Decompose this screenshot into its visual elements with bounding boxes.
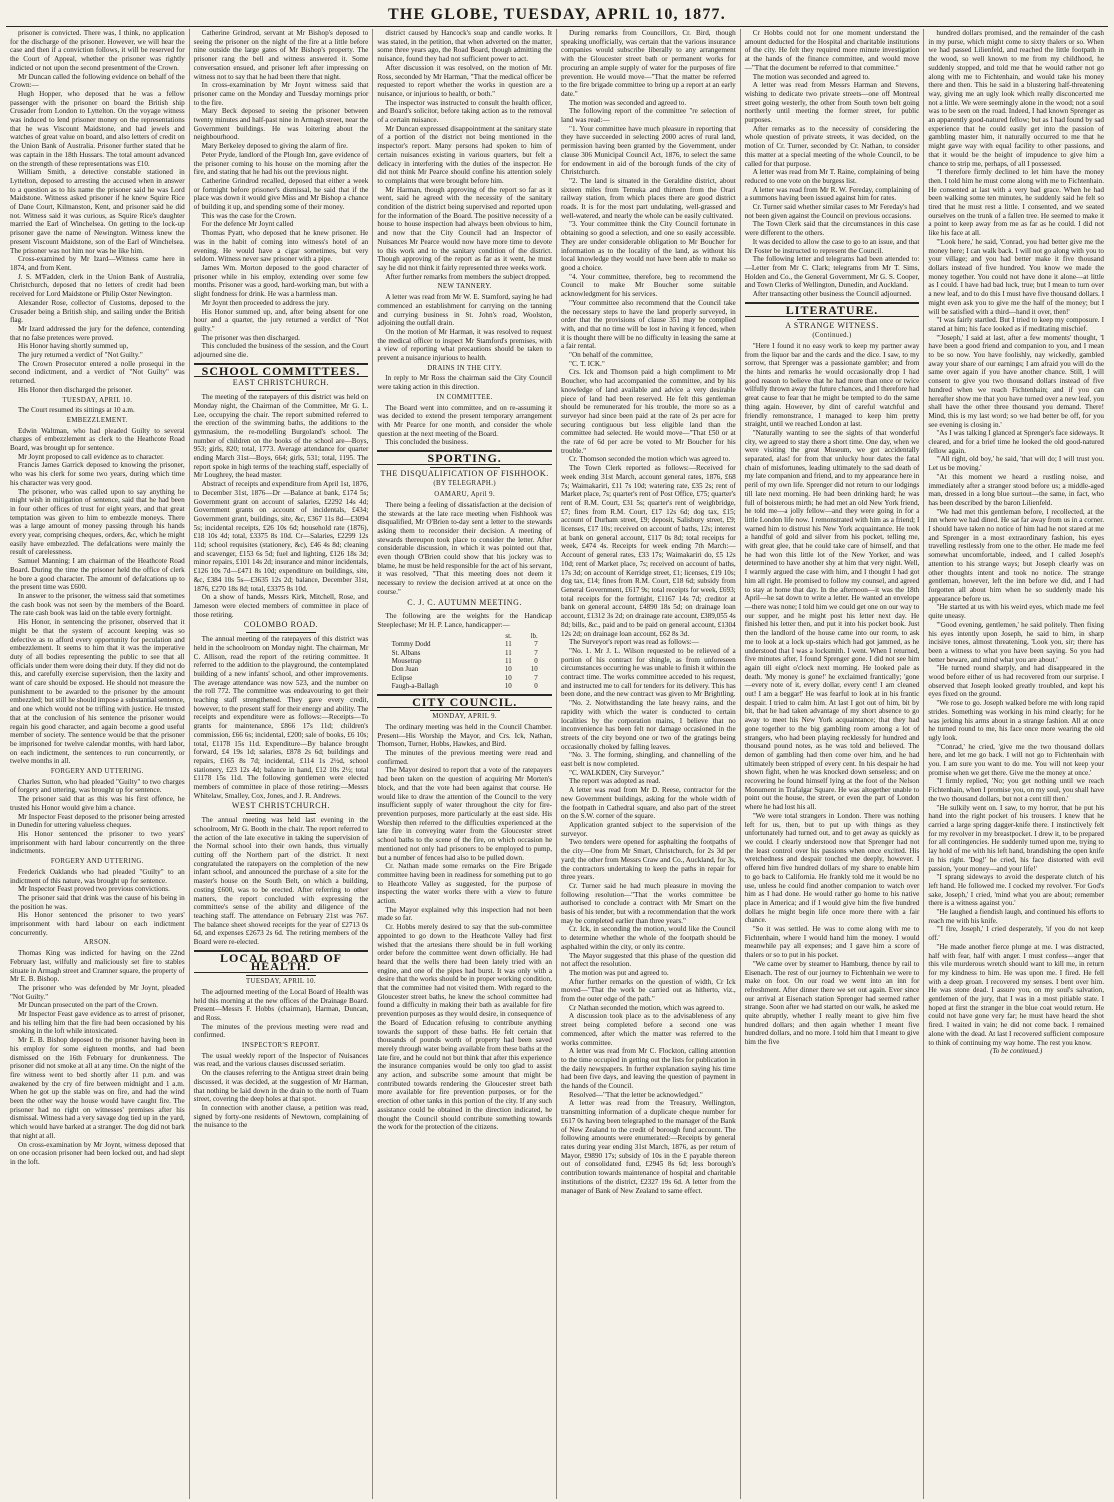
weight-pounds: 7 [534, 648, 538, 657]
continued-note: (To be continued.) [990, 1047, 1043, 1056]
weights-table [390, 632, 540, 691]
paragraph: Thomas King was indicted for having on the 22nd February last, wilfully and maliciously set fire to stables situate in Armagh street and Cramner square, the property of Mr E. B. Bishop. [10, 949, 185, 984]
paragraph: Cr. Turner said he had much pleasure in moving the following resolution—"That the works committee be authorised to conclude a contract with Mr Smart on the basis of his tender, but with a recommendation that the work may be completed earlier than three years." [561, 881, 736, 925]
divider-rule [246, 813, 316, 814]
section-subheading: DRAINS IN THE CITY. [427, 364, 503, 372]
paragraph: "Here I found it no easy work to keep my partner away from the liquor bar and the cards and the dice. I saw, to my sorrow, that Sprenger was a passionate gambler; and from the hints and remarks he would occasionally drop I had good reason to believe that he had more than once or twice wilfully thrown away the future chances, and I therefore had great cause to fear that he might be tempted to do the same thing again. However, by dint of careful watchful and friendly remonstrance, I managed to keep him pretty straight, until we reached London at last. [744, 341, 920, 429]
horse-name: St. Albans [391, 648, 421, 657]
paragraph: Cr. Nathan made some remarks on the Fire Brigade committee having been in readiness for something put to go to Heathcote Valley as suggested, for the purpose of inspecting the water works there with a view to future action. [377, 862, 553, 906]
paragraph: His Honor, in sentencing the prisoner, observed that it might be that the system of account keeping was so defective as to afford every opportunity for peculation and embezzlement. It seems to him that it was the imperative duty of all bodies representing the public to see that all officials under them were doing their duty. If they did not do this, and carefully exercise supervision, then the laxity and want of care should be exposed. He should not measure the punishment to be awarded to the prisoner by the amount embezzled; but still he should impose a substantial sentence, and one which would not be trifling with justice. He trusted that at the conclusion of his sentence the prisoner would regain his good character, and again become a good useful member of society. The sentence would be that the prisoner be imprisoned for twelve calendar months, with hard labor, on each indictment, the sentences to run concurrently, or twelve months in all. [10, 618, 185, 766]
paragraph: Catherine Grindrod recalled, deposed that either a week or fortnight before prisoner's dismissal, he said that if the place was down it would give Miss and Mr Bishop a chance of building it up, and spending some of their money. [193, 176, 369, 212]
paragraph: The adjourned meeting of the Local Board of Health was held this morning at the new offices of the Drainage Board. Present—Messrs F. Hobbs (chairman), Harman, Duncan, and Ross. [193, 987, 369, 1022]
paragraph: "He made another fierce plunge at me. I was distracted, half with fear, half with anger. I must confess—anger that this vile murderous wretch should want to kill me, in return for my kindness to him. He was upon me. I fired. He fell with a deep groan. I recovered my senses. I bent over him. He was stone dead. I assure you, on my soul's salvation, gentlemen of the jury, that I was in a most pitiable state. I hoped at first the stranger in the blue coat would return. He could not have gone very far; he must have heard the shot fired. I waited in vain; he did not come back. I remained alone with the dead. At last I recovered sufficient composure to think of continuing my way home. The rest you know. [928, 942, 1105, 1047]
paragraph: Mr Duncan expressed disappointment at the sanitary state of a portion of the district not being mentioned in the inspector's report. Many persons had spoken to him of certain nuisances existing in various quarters, but felt a delicacy in interfering with the duties of the inspector. He did not think Mr Pearce should confine his attention solely to complaints that were brought before him. [377, 124, 553, 185]
paragraph: "'Conrad,' he cried, 'give me the two thousand dollars here, and let me go back. I will not go to Fichtenhain with you. I am sure you want to do me. You will not keep your promise when we get there. Give me the money at once.' [928, 742, 1105, 777]
paragraph: The following are the weights for the Handicap Steeplechase; Mr H. P. Lance, handicapper:— [377, 612, 553, 629]
section-heading: CITY COUNCIL. [377, 694, 552, 709]
paragraph: "He sulkily went on. I saw, to my horror, that he put his hand into the right pocket of his trousers. I knew that he carried a large spring dagger-knife there. I instinctively felt for my revolver in my breastpocket. I drew it, to be prepared for all contingencies. He suddenly turned upon me, trying to lay hold of me with his left hand, brandishing the open knife in his right. 'Dog!' he cried, his face distorted with evil passion, 'your money—and your life!' [928, 803, 1105, 873]
paragraph: "No. 3. The forming, shingling, and channelling of the east belt is now completed. [561, 751, 736, 769]
paragraph: Mr Harman, though approving of the report so far as it went, said he agreed with the necessity of the sanitary condition of the district being supervised and reported upon for the information of the Board. The positive necessity of a house to house inspection had always been obvious to him, and now that the City Council had an Inspector of Nuisances Mr Pearce would now have more time to devote to this work and to the sanitary condition of the district. Though approving of the report as far as it went, he must say he did not think it fairly represented three weeks work. [377, 185, 553, 272]
paragraph: The following report of the committee "re selection of land was read:— [561, 107, 736, 125]
paragraph: "C. T. ICK." [569, 359, 605, 368]
paragraph: The motion was seconded and agreed to. [752, 72, 870, 81]
paragraph: Catherine Grindrod, servant at Mr Bishop's deposed to seeing the prisoner on the night of the fire at a little before nine outside the large gates of Mr Bishop's property. The prisoner rang the bell and witness answered it. Some conversation ensued, and prisoner left after impressing on witness not to say that he had been there that night. [193, 29, 369, 81]
paragraph: Edwin Waltman, who had pleaded Guilty to several charges of embezzlement as clerk to the Heathcote Road Board, was brought up for sentence. [10, 426, 185, 453]
paragraph: During remarks from Councillors, Cr. Bird, though speaking unofficially, was certain that the various insurance companies would subscribe liberally to any arrangement with the Gloucester street bath or permanent works for procuring an ample supply of water for the purposes of fire prevention. He would move—"That the matter be referred to the fire brigade committee to bring up a report at an early date." [561, 29, 736, 98]
paragraph: Mr Joynt then proceeded to address the jury. [201, 298, 330, 307]
horse-name: Eclipse [391, 673, 413, 682]
paragraph: Cross-examined by Mr Izard—Witness came here in 1874, and from Kent. [10, 255, 185, 272]
weight-pounds: 7 [534, 673, 538, 682]
paragraph: Application granted subject to the supervision of the surveyor. [561, 820, 736, 838]
paragraph: Samuel Manning; I am chairman of the Heathcote Road Board. During the time the prisoner held the office of clerk he bore a good character. The amount of defalcations up to the present time was £600. [10, 557, 185, 592]
paragraph: His Honor summed up, and, after being absent for one hour and a quarter, the jury returned a verdict of "Not guilty." [193, 307, 369, 333]
paragraph: Peter Pryde, landlord of the Plough Inn, gave evidence of the prisoner coming to his house on the morning after the fire, and stating that he had his out the previous night. [193, 150, 369, 177]
weights-header-cell: st. [505, 631, 512, 640]
weight-stones: 11 [505, 648, 512, 657]
paragraph: The prisoner said that drink was the cause of his being in the position he was. [10, 893, 185, 911]
paragraph: Mr Inspector Feast proved two previous convictions. [18, 885, 170, 894]
paragraph: Cr Hobbs could not for one moment understand the amount deducted for the Hospital and charitable institutions of the city. He felt they required more minute investigation at the hands of the finance committee, and would move—"That the document be referred to that committee." [744, 29, 920, 72]
column-3 [373, 29, 557, 1499]
paragraph: There being a feeling of dissatisfaction at the decision of the stewards at the late race meeting when Fishhook was disqualified, Mr O'Brien to-day sent a letter to the stewards asking them to reconsider their decision. A meeting of stewards thereupon took place to consider the letter. After considerable discussion, in which it was pointed out that, even though O'Brien could show that his jockey was to blame, he must be held responsible for the act of his servant, it was resolved, "That this meeting does not deem it necessary to review the decision arrived at at once on the course." [377, 500, 553, 596]
weight-pounds: 10 [530, 665, 538, 674]
paragraph: Mr Duncan called the following evidence on behalf of the Crown:— [10, 72, 185, 90]
paragraph: After further remarks on the question of width, Cr Ick moved—"That the work be carried out as hitherto, viz., from the outer edge of the path." [561, 977, 736, 1004]
weight-pounds: 7 [534, 640, 538, 649]
paragraph: "2. The land is situated in the Geraldine district, about sixteen miles from Temuka and thirteen from the Orari railway station, from which places there are good district roads. It is for the most part undulating, well-grassed and well-watered, and nearly the whole can be easily cultivated. [561, 176, 736, 220]
paragraph: prisoner is convicted. There was, I think, no application for the discharge of the prisoner. However, we will hear the case and then if a conviction follows, it will be reserved for the Court of Appeal, whether the prisoner was rightly indicted or not upon the second presentment of the Crown. [10, 29, 185, 72]
paragraph: Mary Berkeley deposed to giving the alarm of fire. [201, 142, 348, 151]
paragraph: "I sprang sideways to avoid the desperate clutch of his left hand. He followed me. I cocked my revolver. 'For God's sake, Joseph,' I cried, 'mind what you are about; remember there is a witness against you.' [928, 873, 1105, 908]
section-subheading: OAMARU, April 9. [434, 491, 496, 499]
paragraph: Alexander Rose, collector of Customs, deposed to the Crusader being a British ship, and sailing under the British flag. [10, 298, 185, 325]
column-2 [190, 29, 374, 1499]
paragraph: A letter was read from Mr W. E. Stamford, saying he had commenced an establishment for carrying on the tanning and currying business in St. John's road, Woolston, adjoining the outfall drain. [377, 293, 553, 328]
paragraph: After remarks as to the necessity of considering the whole question of private streets, it was decided, on the motion of Cr. Turner, seconded by Cr. Nathan, to consider this matter at a special meeting of the whole Council, to be called for that purpose. [744, 124, 920, 168]
paragraph: "Naturally wanting to see the sights of that wonderful city, we agreed to stay there a short time. One day, when we were visiting the great Museum, we got accidentally separated, alas! for from that unlucky hour dates the fatal chain of misfortunes, leading ultimately to the sad death of my late companion and friend, and to my appearance here in peril of my own life. Sprenger did not return to our lodgings till late next morning. He had been drinking hard; he was full of boisterous mirth; he had met an old New York friend, he told me—a jolly fellow—and they were going in for a little London life now. I remonstrated with him as a friend; I warned him to distrust his New York acquaintance. He took a handful of gold and silver from his pocket, telling me, with great glee, that he could take care of himself, and that he had won this little lot of the New Yorker, and was determined to have another shy at him that very night. Well, I warmly argued the case with him, and I thought I had got him all right. He promised to follow my counsel, and agreed to stay at home that day. In the afternoon—it was the 18th April—he sat down to write a letter. He wanted an envelope—there was none; I told him we could get one on our way to our supper, and he might post his letter next day. He finished his letter then, and put it into his pocket book. Just then the landlord of the house came into our room, to ask me to look at a lock up-stairs which had got jammed, as he understood that I was a locksmith. I went. When I returned, five minutes after, I found Sprenger gone. I did not see him again till eight o'clock next morning. He looked pale as death. 'My money is gone!' he exclaimed frantically; 'gone—every note of it, every dollar, every cent! I am cleaned out! I am a beggar!' He was fearful to look at in his frantic despair. I tried to calm him. At last I got out of him, bit by bit, that he had taken advantage of my short absence to go away to meet his New York acquaintance; that they had gone together to the big gambling room among a lot of strangers, who had been playing recklessly for hundred and thousand pound notes, as he was told and believed. The demon of gambling had then come over him, and he had ultimately been stripped of every cent. In his despair he had shown fight, when he was knocked down senseless; and on recovering he found himself lying at the foot of the Nelson Monument in Trafalgar Square. He was altogether unable to point out the house, the street, or even the part of London where he had lost his all. [744, 428, 920, 812]
paragraph: "So it was settled. He was to come along with me to Fichtenhain, where I would hand him the money. I would meanwhile pay all expenses; and I gave him a score of thalers or so to put in his pocket. [744, 925, 920, 960]
weight-pounds: 0 [534, 656, 538, 665]
divider-rule [246, 975, 316, 976]
weights-header-cell: lb. [530, 631, 538, 640]
paragraph: On the motion of Mr Harman, it was resolved to request the medical officer to inspect Mr Stamford's premises, with a view of reporting what precautions should be taken to prevent a nuisance injurious to health. [377, 327, 553, 363]
paragraph: His Honor having shortly summed up, [18, 342, 129, 351]
paragraph: The jury returned a verdict of "Not Guilty." [18, 351, 143, 360]
article-title: C. J. C. AUTUMN MEETING. [407, 597, 523, 607]
paragraph: The prisoner, who was called upon to say anything he might wish in mitigation of sentence, said that he had been in four other offices of trust for eight years, and that great temptation was given to him to embezzle moneys. There was a large amount of money passing through his hands every year, comprising cheques, orders, &c, which he might easily have embezzled. The defalcations were mainly the result of carelessness. [10, 487, 185, 557]
paragraph: A letter was read from Messrs Harman and Stevens, wishing to dedicate two private streets—one off Montreal street going westerly, the other from South town belt going northerly until meeting the former street, for public purposes. [744, 81, 920, 125]
paragraph: The Court resumed its sittings at 10 a.m. [18, 406, 135, 415]
paragraph: Hugh Hopper, who deposed that he was a fellow passenger with the prisoner on board the British ship Crusader from London to Lyttelton. On the voyage witness was induced to lend prisoner money on the representations that he was Viscount Maidstone, and had jewels and watches of great value on board, and also letters of credit on the Union Bank of Australia. Prisoner further stated that he was captain in the 18th Hussars. The total amount advanced on the strength of these representations was £10. [10, 89, 185, 168]
paragraph: "We had met this gentleman before, I recollected, at the inn where we had dined. He sat far away from us in a corner. I should have taken no notice of him had he not stared at me and Sprenger in a most extraordinary fashion, his eyes travelling restlessly from one to the other. He made me feel somewhat uncomfortable, indeed, and I called Joseph's attention to his strange ways; but Joseph clearly was on other thoughts intent and took no notice. The strange gentleman, however, left the inn before we did, and I had forgotten all about him when he so suddenly made his appearance before us. [928, 507, 1105, 603]
divider-rule [246, 390, 316, 391]
paragraph: In reply to Mr Ross the chairman said the City Council were taking action in this direction. [377, 374, 553, 392]
horse-name: Mousetrap [391, 656, 422, 665]
horse-name: Faugh-a-Ballagh [391, 682, 439, 691]
paragraph: The Board went into committee, and on re-assuming it was decided to extend the present temporary arrangement with Mr Pearce for one month, and consider the whole question at the next meeting of the Board. [377, 403, 553, 438]
weights-row [390, 682, 540, 690]
paragraph: Cr. Thomson seconded the motion which was agreed to. [569, 455, 731, 464]
paragraph: "At this moment we heard a rustling noise, and immediately after a stranger stood before us; a middle-aged man, dressed in a long blue surtout—the same, in fact, who has been described by the baron Lilienfeld. [928, 472, 1105, 507]
paragraph: "On behalf of the committee, [569, 351, 653, 360]
paragraph: The Surveyor's report was read as follows:— [569, 638, 699, 647]
paragraph: Two tenders were opened for asphalting the footpaths of the city—One from Mr Smart, Christchurch, for 2s 3d per yard; the other from Messrs Craw and Co., Auckland, for 3s, the contractors undertaking to keep the paths in repair for three years. [561, 838, 736, 882]
paragraph: "I therefore firmly declined to let him have the money then. I told him he must come along with me to Fichtenhain. He consented at last with a very bad grace. When he had been walking some ten minutes, he suddenly said he felt so tired that he must rest a little. I consented, and we seated ourselves on the trunk of a fallen tree. He seemed to make it a point to keep away from me as far as he could. I did not like his face at all. [928, 168, 1105, 238]
paragraph: Cr. Turner said whether similar cases to Mr Fereday's had not been given against the Council on previous occasions. [744, 203, 920, 220]
paragraph: A letter was read from Mr R. W. Fereday, complaining of a summons having been issued against him for rates. [744, 185, 920, 203]
paragraph: "1. Your committee have much pleasure in reporting that they have succeeded in selecting 2000 acres of rural land, permission having been granted by the Government, under clause 306 Municipal Council Act, 1876, to select the same for endowment in aid of the borough funds of the city of Christchurch. [561, 124, 736, 177]
weights-row [390, 640, 540, 648]
paragraph: The prisoner was then discharged. [201, 333, 300, 342]
paragraph: Frederick Oaklands who had pleaded "Guilty" to an indictment of this nature, was brought up for sentence. [10, 867, 185, 885]
section-subheading: TUESDAY, APRIL 10. [62, 396, 133, 404]
section-subheading: ARSON. [83, 939, 111, 947]
weight-stones: 11 [505, 656, 512, 665]
paragraph: In cross-examination by Mr Joynt witness said that prisoner came on the Monday and Tuesday mornings prior to the fire. [193, 81, 369, 107]
paragraph: "'Look here,' he said, 'Conrad, you had better give me the money here; I can walk back. I will not go along with you to your village; and you had better make it five thousand dollars instead of five hundred. You know we made the money together. You could not have done it alone—at little as I could. I have had bad luck, true; but I mean to turn over a new leaf, and to do this I must have five thousand dollars. I might even ask you to give me the half of the money; but I will be satisfied with a third—hand it over, then!' [928, 237, 1105, 316]
paragraph: In answer to the prisoner, the witness said that sometimes the cash book was not seen by the members of the Board. The rate cash book was laid on the table every fortnight. [10, 592, 185, 618]
paragraph: The Mayor explained why this inspection had not been made so far. [377, 905, 553, 923]
paragraph: "I firmly replied, 'No; you get nothing until we reach Fichtenhain, when I promise you, on my soul, you shall have the two thousand dollars, but not a cent till then.' [928, 777, 1105, 803]
paragraph: "We rose to go. Joseph walked before me with long rapid strides. Something was working in his mind clearly; for he was jerking his arms about in a strange fashion. All at once he turned round to me, his face once more wearing the old ugly look. [928, 699, 1105, 742]
paragraph: The prisoner who was defended by Mr Joynt, pleaded "Not Guilty." [10, 983, 185, 1001]
weight-stones: 10 [504, 673, 512, 682]
paragraph: "As I was talking I glanced at Sprenger's face sideways. It cleared, and for a brief time he looked the old good-natured fellow again. [928, 429, 1105, 455]
weights-header-blank [390, 632, 488, 640]
section-heading: SCHOOL COMMITTEES. [194, 363, 369, 378]
paragraph: The Town Clerk said that the circumstances in this case were different to the others. [744, 220, 920, 238]
paragraph: Mr Izard addressed the jury for the defence, contending that no false pretences were proved. [10, 324, 185, 342]
paragraph: The meeting of the ratepayers of this district was held on Monday night, the Chairman of the Committee, Mr G. L. Lee, occupying the chair. The report submitted referred to the erection of the swimming baths, the additions to the gymnasium, the re-modelling Burgoland's school. The number of children on the books of the school are—Boys, 953; girls, 820; total, 1773. Average attendance for quarter ending March 31st—Boys, 664; girls, 531; total, 1195. The report spoke in high terms of the teaching staff, especially of Mr Loughrey, the head master. [193, 393, 369, 480]
paragraph: A letter was read from Mr T. Raine, complaining of being reduced to one vote on the burgess list. [744, 168, 920, 185]
paragraph: For the defence Mr Joynt called [201, 220, 294, 229]
column-4 [557, 29, 741, 1499]
paragraph: His Honor then discharged the prisoner. [18, 385, 133, 394]
weights-row [390, 674, 540, 682]
section-subheading: (BY TELEGRAPH.) [433, 480, 496, 488]
paragraph: This was the case for the Crown. [201, 211, 297, 220]
section-subheading: MONDAY, APRIL 9. [432, 713, 498, 721]
paragraph: The annual meeting of the ratepayers of this district was held in the schoolroom on Monday night. The chairman, Mr C. Allison, read the report of the retiring committee. It referred to the addition to the playground, the contemplated building of a new infants' school, and other improvements. The average attendance was now 523, and the number on the roll 772. The committee was endeavouring to get their teaching staff strengthened. They gave every credit, however, to the present staff for their energy and ability. The receipts and expenditure were as follows:—Receipts—To grants for maintenance, £866 17s 11d; children's commission, £66 6s; incidental, £200; sale of books, £6 10s; total, £1178 15s 11d. Expenditure—By balance brought forward, £4 19s 1d; salaries, £878 2s 6d; buildings and repairs, £165 8s 7d; incidental, £114 1s 2½d, school stationery, £23 12s 4d; balance in hand, £12 10s 2½; total £1178 15s 11d. The following gentlemen were elected members of committee in place of those retiring:—Messrs Whitelaw, Smalley, Cox, Jones, and J. R. Andrews. [193, 635, 369, 800]
paragraph: Charles Sutton, who had pleaded "Guilty" to two charges of forgery and uttering, was brought up for sentence. [10, 777, 185, 795]
weight-stones: 10 [504, 682, 512, 691]
paragraph: A letter was read from Mr D. Reese, contractor for the new Government buildings, asking for the whole width of the footpath in Cathedral square, and also part of the street on the S.W. corner of the square. [561, 786, 736, 821]
divider-rule [430, 710, 500, 711]
paragraph: "'Good evening, gentlemen,' he said politely. Then fixing his eyes intently upon Joseph, he said to him, in sharp incisive tones, almost threatening, 'Look you, sir; there has been a witness to what you have been saying. So you had better beware, and mind what you are about.' [928, 620, 1105, 664]
column-1 [6, 29, 190, 1499]
article-title: EAST CHRISTCHURCH. [232, 378, 330, 388]
paragraph: "No. 1. Mr J. L. Wilson requested to be relieved of a portion of his contract for shingle, as from unforeseen circumstances occurring he was unable to finish it within the contract time. The works committee acceded to his request, and instructed me to call for tenders for its delivery. This has been done, and the new contract was given to Mr Brightling. [561, 646, 736, 699]
paragraph: "We were total strangers in London. There was nothing left for us, then, but to put up with things as they unfortunately had turned out, and to get away as quickly as we could. I clearly understood now that Sprenger had not the least control over his passions when once excited. His wretchedness and despair touched me deeply, however. I offered him five hundred dollars of my share to enable him to go back to California. He frankly told me it would be no use, unless he could find another companion to watch over him as I had done. He would rather go home to his native place in America; and if I would give him the five hundred dollars he might begin life once more there with a fair chance. [744, 811, 920, 925]
paragraph: His Honor sentenced the prisoner to two years' imprisonment with hard labour concurrently on the three indictments. [10, 829, 185, 856]
paragraph: J. S. M'Fadden, clerk in the Union Bank of Australia, Christchurch, deposed that no letters of credit had been received for Lord Maidstone or Philip Oster Newington. [10, 272, 185, 299]
paragraph: "He turned round sharply, and had disappeared in the wood before either of us had recovered from our surprise. I observed that Joseph looked greatly troubled, and kept his eyes fixed on the ground. [928, 664, 1105, 699]
paragraph: "4. Your committee, therefore, beg to recommend the Council to make Mr Boucher some suitable acknowledgment for his services. [561, 272, 736, 299]
paragraph: After discussion it was resolved, on the motion of Mr. Ross, seconded by Mr Harman, "That the medical officer be requested to report whether the works in question are a nuisance, or injurious to health, or both." [377, 63, 553, 98]
paragraph: A discussion took place as to the advisableness of any street being completed before a second one was commenced, after which the matter was referred to the works committee. [561, 1012, 736, 1047]
section-subheading: EMBEZZLEMENT. [66, 416, 128, 424]
paragraph: A letter was read from Mr C. Flockton, calling attention to the time occupied in getting out the lists for publication in the daily newspapers. In further explanation saying his time had been five days, and leaving the question of payment in the hands of the Council. [561, 1047, 736, 1091]
masthead: THE GLOBE, TUESDAY, APRIL 10, 1877. [6, 4, 1108, 27]
columns [6, 29, 1108, 1499]
weights-row [390, 649, 540, 657]
paragraph: His Honor sentenced the prisoner to two years' imprisonment with hard labour on each indictment concurrently. [10, 911, 185, 937]
paragraph: Cr Nathan seconded the motion, which was agreed to. [569, 1003, 725, 1012]
divider-rule [797, 319, 867, 320]
section-subheading: (Continued.) [812, 332, 852, 340]
paragraph: The motion was seconded and agreed to. [569, 98, 687, 107]
paragraph: The Mayor suggested that this phase of the question did not affect the resolution. [561, 951, 736, 969]
paragraph: The usual weekly report of the Inspector of Nuisances was read, and the various clauses discussed seriatim. [193, 1051, 369, 1069]
section-heading: SPORTING. [377, 450, 552, 465]
section-subheading: TUESDAY, APRIL 10. [245, 978, 317, 986]
paragraph: Thomas Pyatt, who deposed that he knew prisoner. He was in the habit of coming into witness's hotel of an evening. He would have a cigar sometimes, but very seldom. Witness never saw prisoner with a pipe. [193, 229, 369, 264]
article-title: THE DISQUALIFICATION OF FISHHOOK. [380, 468, 549, 478]
paragraph: On cross-examination by Mr Joynt, witness deposed that on one occasion prisoner had been locked out, and had slept in the loft. [10, 1140, 185, 1166]
paragraph: Mr Inspector Feast gave evidence as to arrest of prisoner, and his telling him that the fire had been occasioned by his smoking in the loft while intoxicated. [10, 1010, 185, 1036]
paragraph: "I was fairly startled. But I tried to keep my composure. I stared at him; his face looked as if meditating mischief. [928, 316, 1105, 333]
paragraph: The following letter and telegrams had been attended to:—Letter from Mr C. Clark; telegrams from Mr T. Sims, Holden and Co., the General Government, Mr G. S. Cooper, and Town Clerks of Wellington, Dunedin, and Auckland. [744, 255, 920, 290]
paragraph: After further remarks from members the subject dropped. [385, 272, 551, 281]
paragraph: It was decided to allow the case to go to an issue, and that Dr Foster be instructed to represent the Council. [744, 237, 920, 255]
divider-rule [430, 609, 500, 610]
section-subheading: INSPECTOR'S REPORT. [241, 1042, 321, 1050]
paragraph: Mr Duncan prosecuted on the part of the Crown. [18, 1001, 158, 1010]
paragraph: The annual meeting was held last evening in the schoolroom, Mr G. Booth in the chair. The report referred to the action of the late executive in taking the supervision of the Normal school into their own hands, thus virtually cutting off the Northern part of the district. It next congratulated the ratepayers on the completion of the new infant school, and announced the purchase of a site for the master's house on the South Belt, on which a building, costing £600, was to be erected. After referring to other matters, the report concluded with expressing the committee's sense of the ability and diligence of the teaching staff. The attendance on February 21st was 767. The balance sheet showed receipts for the year of £2713 0s 6d, and expenses £2673 2s 6d. The retiring members of the Board were re-elected. [193, 816, 369, 947]
paragraph: William Smith, a detective constable stationed in Lyttelton, deposed to arresting the accused when in answer to a question as to his name the prisoner said he was Lord Maidstone. Witness asked prisoner if he knew Squire Rice of Dane Court, Kilmanston, Kent, and prisoner said he did not. Witness said it was curious, as Squire Rice's daughter married the Earl of Winchelsea. On getting to the lock-up prisoner gave the name of Newington. Witness knew the present Viscount Maidstone, son of the Earl of Winchelsea. The prisoner was not him nor was he like him. [10, 168, 185, 255]
paragraph: "Your committee also recommend that the Council take the necessary steps to have the land properly surveyed, in order that the provisions of clause 351 may be complied with, and that no time will be lost in having it fenced, when it is thought there will be no difficulty in leasing the same at a fair rental. [561, 298, 736, 351]
paragraph: On the clauses referring to the Antigua street drain being discussed, it was decided, at the suggestion of Mr Harman, that nothing be laid down in the drain to the north of Tuam street, covering the deep holes at that spot. [193, 1069, 369, 1104]
section-heading: LOCAL BOARD OF HEALTH. [194, 950, 369, 973]
paragraph: Cr. Hobbs merely desired to say that the sub-committee appointed to go down to the Heathcote Valley had first wished that the artesians there should be in full working order before the committee went down officially. He had heard that the wells there had been lately tried with an engine, and one of the pipes had burst. It was only with a desire that the works should be in proper working condition, that the committee had not visited them. With regard to the Gloucester street baths, he knew the school committee had found a difficulty in making their bath as available for fire prevention purposes as they would desire, in consequence of the Board of Education refusing to contribute anything towards the support of these baths. He felt certain that thousands of pounds worth of property had been saved merely through water being available from these baths at the late fire, and he could not but think that after this experience the insurance companies would be only too glad to assist any action, and subscribe some amount that might be contributed towards rendering the Gloucester street bath more available for fire prevention purposes, or for the erection of other tanks in this portion of the city. If any such assistance could be obtained in the direction indicated, he thought the Council should contribute something towards the work for the protection of the citizens. [377, 923, 553, 1132]
section-subheading: FORGERY AND UTTERING. [50, 858, 144, 866]
paragraph: Resolved—"That the letter be acknowledged." [569, 1090, 703, 1099]
paragraph: "C. WALKDEN, City Surveyor." [569, 768, 665, 777]
column-6 [924, 29, 1108, 1499]
paragraph: Abstract of receipts and expenditure from April 1st, 1876, to December 31st, 1876—Dr —Balance at bank, £174 5s; Government grant on account of salaries, £2292 14s 4d; Government grants on account of incidentals, £434; Government grant, buildings, site, &c, £367 11s 8d—£3094 5s; incidental receipts, £26 10s 6d; household rate (1876), £18 10s 4d; total, £3375 8s 10d. Cr—Salaries, £2299 12s 11d; school requisites (stationery, &c), £46 4s 8d; cleaning and scavenger, £153 6s 5d; fuel and lighting, £126 18s 3d; minor repairs, £101 14s 2d; insurance and minor incidentals, £126 10s 7d—£471 8s 10d; expenditure on buildings, site, &c, £384 10s 5s—£3635 12s 2d; balance, December 31st, 1876, £270 18s 8d; total, £3375 8s 10d. [193, 480, 369, 593]
paragraph: Cr. Ick, in seconding the motion, would like the Council to determine whether the whole of the footpath should be asphalted within the city, or only its centre. [561, 925, 736, 951]
section-subheading: NEW TANNERY. [437, 283, 492, 291]
paragraph: "3. Your committee think the City Council fortunate in obtaining so good a selection, and one so easily accessible. They are under considerable obligation to Mr Boucher for information as to the locality of the land, as without his local knowledge they would not have been able to make so good a choice. [561, 220, 736, 272]
section-subheading: IN COMMITTEE. [436, 393, 493, 401]
paragraph: Mr Joynt proposed to call evidence as to character. [18, 452, 164, 461]
weights-row [390, 657, 540, 665]
article-title: COLOMBO ROAD. [243, 620, 319, 630]
paragraph: hundred dollars promised, and the remainder of the cash in my purse, which might come to sixty thalers or so. When we had passed Lilienfeld, and reached the little footpath in the wood, so well known to me from my childhood, he suddenly stopped, and told me that he would rather not go along with me to Fichtenhain, and would take his money there and then. This he said in a blustering half-threatening way, giving me an ugly look which really disconcerted me not a little. We were seemingly alone in the wood; not a soul was to be seen on the road. Indeed, I had known Sprenger as an apparently good-natured fellow; but as I had found by sad experience that he could easily get into the passion of gambling master him, it naturally occurred to me that he might gave way with equal facility to other passions, and that it would be the height of impudence to give him a chance to strip me, perhaps, of all I possessed. [928, 29, 1105, 168]
paragraph: Mr Inspector Feast deposed to the prisoner being arrested in Dunedin for uttering valueless cheques. [10, 812, 185, 830]
paragraph: The inspector was instructed to consult the health officer, and Board's solicitor, before taking action as to the removal of a certain nuisance. [377, 98, 553, 125]
paragraph: The minutes of the previous meeting were read and confirmed. [193, 1022, 369, 1040]
weight-pounds: 0 [534, 682, 538, 691]
paragraph: "We came over by steamer to Hamburg, thence by rail to Eisenach. The rest of our journey to Fichtenhain we were to make on foot. On our road we went into an inn for refreshment. After dinner there we set out again. Ever since our arrival at Eisenach station Sprenger had seemed rather strange. Soon after we had started on our walk, he asked me quite abruptly, whether I really meant to give him five hundred dollars; and then again whether I meant five hundred dollars, and no more. I told him that I meant to give him the five [744, 959, 920, 1047]
paragraph: A letter was read from the Treasury, Wellington, transmitting information of a duplicate cheque number for £617 0s having been telegraphed to the manager of the Bank of New Zealand to the credit of borough fund account. The following amounts were enumerated:—Receipts by general rates during year ending 31st March, 1876, as per return of Mayor, £9890 17s; subsidy of 10s in the £ payable thereon out of consolidated fund, £2945 8s 6d; less borough's contribution towards maintenance of hospital and charitable institutions of the district, £2327 19s 6d. A letter from the manager of Bank of New Zealand to same effect. [561, 1099, 736, 1195]
article-title: WEST CHRISTCHURCH. [231, 801, 331, 811]
section-subheading: FORGERY AND UTTERING. [50, 768, 144, 776]
weight-stones: 10 [504, 665, 512, 674]
paragraph: The Crown Prosecutor entered a nolle prosequi in the second indictment, and a verdict of "Not Guilty" was returned. [10, 359, 185, 386]
paragraph: The report was adopted as read. [569, 777, 661, 786]
paragraph: "He started at us with his weird eyes, which made me feel quite uneasy. [928, 603, 1105, 621]
divider-rule [430, 467, 500, 468]
paragraph: In connection with another clause, a petition was read, signed by forty-one residents of Newtown, complaining of the nuisance to the [193, 1103, 369, 1130]
paragraph: "He laughed a fiendish laugh, and continued his efforts to reach me with his knife. [928, 908, 1105, 925]
paragraph: "'I fire, Joseph,' I cried desperately, 'if you do not keep off.' [928, 925, 1105, 943]
paragraph: The prisoner said that as this was his first offence, he trusted his Honor would give him a chance. [10, 795, 185, 812]
column-5 [741, 29, 925, 1499]
weights-row [390, 665, 540, 673]
paragraph: The Mayor desired to report that a vote of the ratepayers had been taken on the question of acquiring Mr Morten's block, and that the vote had been against that course. He would like to draw the attention of the Council to the very insufficient supply of water throughout the city for fire-prevention purposes, more particularly at the east side. His Worship then referred to the difficulties experienced at the late fire in conveying water from the Gloucester street school baths to the scene of the fire, on which occasion he mentioned not only had prisoners to be employed to pump, but a number of fences had also to be pulled down. [377, 766, 553, 862]
paragraph: district caused by Hancock's soap and candle works. It was stated, in the petition, that when adverted on the matter, some three years ago, the Road Board, though admitting the nuisance, found they had not sufficient power to act. [377, 29, 553, 64]
paragraph: The motion was put and agreed to. [569, 968, 669, 977]
paragraph: "'Joseph,' I said at last, after a few moments' thought, 'I have been a good friend and companion to you, and I mean to be so now. You have foolishly, nay wickedly, gambled away your share of our earnings; I am afraid you will do the same over again if you have another chance. Still, I will consent to give you two thousand dollars instead of five hundred when we reach Fichtenhain; and if you can hereafter show me that you have turned over a new leaf, you shall have the other three thousand you demand. There! Mind, this is my last word; so we had better be off, for you see evening is closing in.' [928, 333, 1105, 429]
paragraph: Mary Beck deposed to seeing the prisoner between twenty minutes and half-past nine in Armagh street, near the Government buildings. He was loitering about the neighbourhood. [193, 107, 369, 142]
paragraph: The minutes of the previous meeting were read and confirmed. [377, 749, 553, 766]
divider-rule [246, 632, 316, 633]
section-heading: LITERATURE. [745, 302, 920, 317]
horse-name: Don Juan [391, 665, 419, 674]
paragraph: The Town Clerk reported as follows:—Received for week ending 31st March, account general rates, 1876, £68 7s; Waimakariri, £11 7s 10d; watering rate, £35 2s; rent of Market place, 7s; quarter's rent of Post Office, £75; quarter's rent of R.M. Court, £31 5s; quarter's rent of weighbridge, £7; fines from R.M. Court, £17 12s 6d; dog tax, £15; account of Durham street, £9; deposit, Salisbury street, £9; licenses, £17 10s; received on account of baths, 12s; interest at bank on general account, £117 0s 8d; total receipts for week, £474 4s. Receipts for week ending 7th March:—Account of general rates, £33 17s; Waimakariri do, £5 12s 10d; rent of Market place, 7s; received on account of baths, 17s 3d; on account of Kerridge street, £1; licenses, £19 10s; dog tax, £14; fines from R.M. Court, £18 6d; subsidy from General Government, £617 9s; total receipts for week, £693; total receipts for the fortnight, £1167 14s 7d; creditor at bank on general account, £4890 18s 5d; on drainage loan account, £1312 3s 2d; on drainage rate account, £389,055 4s 8d; bills, &c., paid and to be paid on general account, £1304 12s 2d; on drainage loan account, £62 8s 3d. [561, 464, 736, 638]
paragraph: This concluded the business of the session, and the Court adjourned sine die. [193, 342, 369, 360]
paragraph: Mr E. B. Bishop deposed to the prisoner having been in his employ for some eighteen months, and had been dismissed on the 16th February for drunkenness. The prisoner did not smoke at all at any time. On the night of the fire witness went to bed shortly after 11 p.m. and was awakened by the cry of fire between midnight and 1 a.m. When he got up the stable was on fire, and had the wind been the other way the house would have caught fire. The prisoner had no right on witnesses' premises after his dismissal. Witness had a very savage dog tied up in the yard, which would have barked at a stranger. The dog did not bark that night at all. [10, 1036, 185, 1140]
paragraph: This concluded the business. [385, 438, 468, 447]
horse-name: Tommy Dodd [391, 640, 431, 649]
paragraph: On a show of hands, Messrs Kirk, Mitchell, Rose, and Jameson were elected members of committee in place of those retiring. [193, 593, 369, 619]
paragraph: James Wm. Morton deposed to the good character of prisoner while in his employ, extending over some few months. Prisoner was a good, hard-working man, but with a slight fondness for drink. He was a harmless man. [193, 263, 369, 299]
paragraph: After transacting other business the Council adjourned. [752, 290, 912, 299]
paragraph: "No. 2. Notwithstanding the late heavy rains, and the rapidity with which the water is conducted to certain localities by the corporation mains, I believe that no inconvenience has been felt nor damage occasioned in the streets of the city beyond one or two of the gratings being occasionally choked by falling leaves. [561, 699, 736, 751]
paragraph: Francis James Garrick deposed to knowing the prisoner, who was his clerk for some two years, during which time his character was very good. [10, 461, 185, 487]
paragraph: Crs. Ick and Thomson paid a high compliment to Mr Boucher, who had accompanied the committee, and by his knowledge of land available and advice a very desirable piece of land had been reserved. He felt this gentleman should be remunerated for his trouble, the more so as a surveyor had since been paid at the rate of 2s per acre for securing contiguous but less eligible land than the committee had selected. He would move—"That £50 or at the rate of 6d per acre be voted to Mr Boucher for his trouble." [561, 368, 736, 455]
paragraph: "'All right, old boy,' he said, 'that will do; I will trust you. Let us be moving.' [928, 455, 1105, 473]
weight-stones: 11 [505, 640, 512, 649]
paragraph: The ordinary meeting was held in the Council Chamber. Present—His Worship the Mayor, and Crs. Ick, Nathan, Thomson, Turner, Hobbs, Hawkes, and Bird. [377, 722, 553, 749]
article-title: A STRANGE WITNESS. [785, 320, 879, 330]
